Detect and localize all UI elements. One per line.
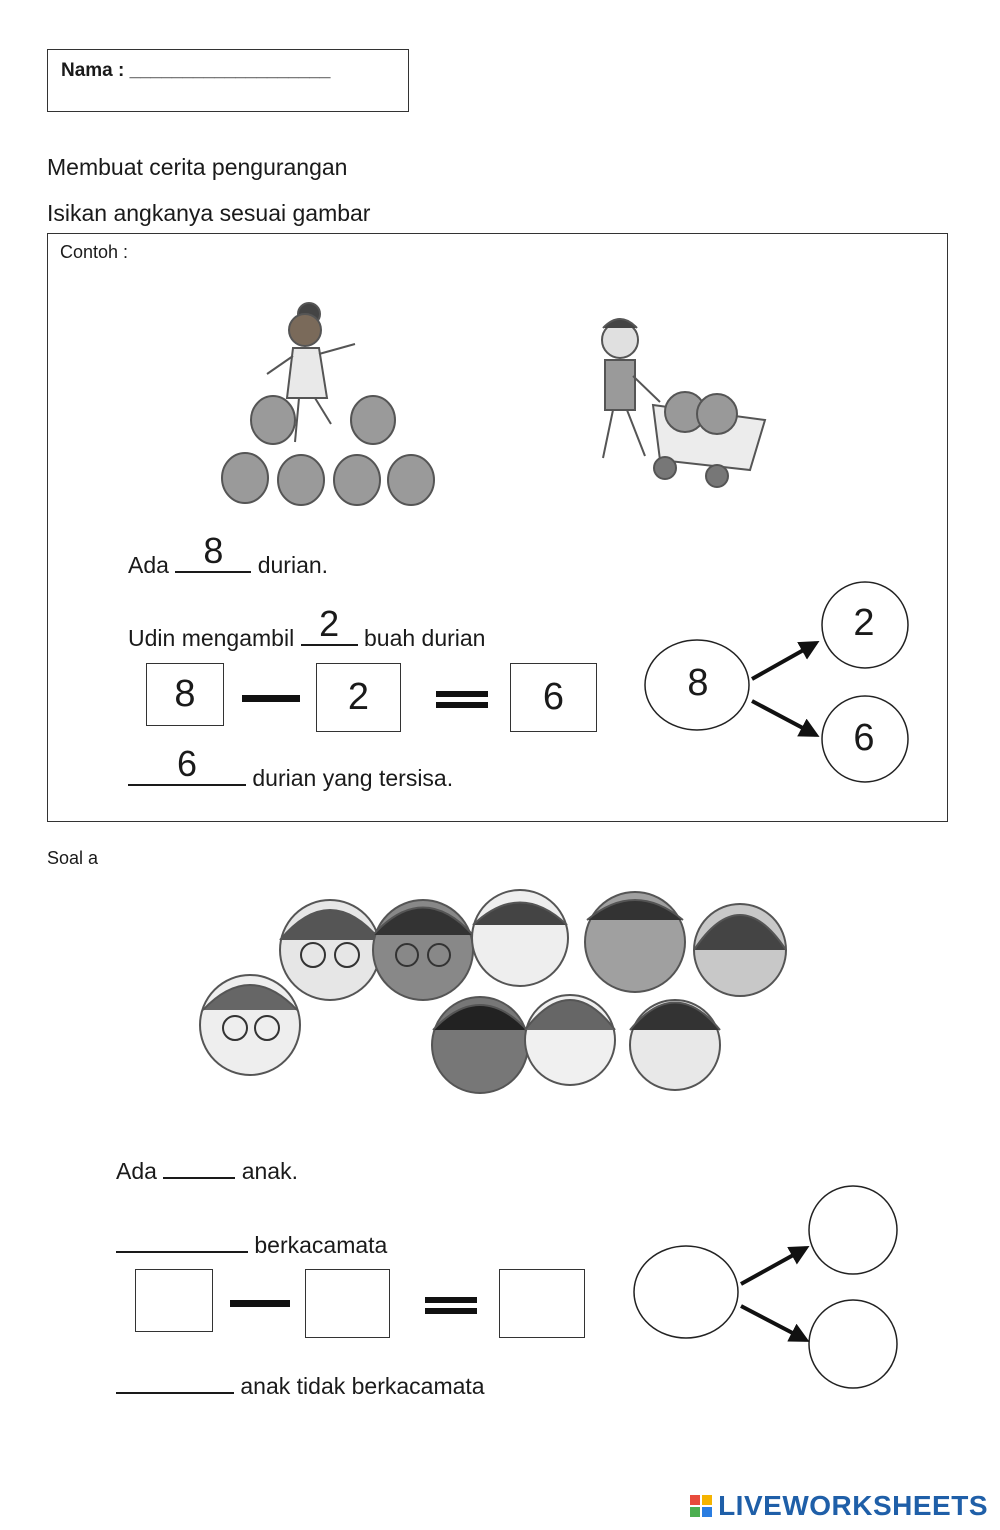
question-a-line-3-post: anak tidak berkacamata [234, 1373, 485, 1399]
example-eq-box-b: 2 [316, 663, 401, 732]
liveworksheets-logo [690, 1490, 988, 1522]
example-line-2 [128, 603, 486, 652]
bond-arrow-down [752, 701, 816, 735]
question-a-blank-3[interactable] [116, 1370, 234, 1394]
bond-arrow-up [752, 643, 816, 679]
example-blank-2[interactable] [301, 603, 358, 646]
example-answer-1: 8 [203, 530, 224, 571]
children-group-illustration [195, 880, 800, 1115]
equals-sign-bottom [436, 702, 488, 708]
example-answer-2: 2 [319, 603, 340, 644]
bond-whole-value: 8 [687, 662, 709, 704]
logo-mark-icon [690, 1495, 712, 1517]
bond-part1-value: 2 [853, 602, 875, 644]
equals-sign-top [436, 691, 488, 697]
boy-cart-illustration [565, 310, 780, 500]
question-a-line-2 [116, 1229, 387, 1259]
question-bond-arrow-down [741, 1306, 806, 1340]
equals-sign-bottom [425, 1308, 477, 1314]
example-eq-box-result: 6 [510, 663, 597, 732]
example-label: Contoh : [60, 242, 129, 262]
example-blank-1[interactable] [175, 530, 251, 573]
name-label [61, 60, 330, 82]
question-bond-arrow-up [741, 1248, 806, 1284]
equals-sign-top [425, 1297, 477, 1303]
example-eq-box-a: 8 [146, 663, 224, 726]
example-line-2-pre: Udin mengambil [128, 625, 301, 651]
question-a-eq-box-result[interactable] [499, 1269, 585, 1338]
example-line-1-pre: Ada [128, 552, 176, 578]
example-line-2-post: buah durian [357, 625, 486, 651]
example-line-1-post: durian. [251, 552, 329, 578]
question-a-blank-2[interactable] [116, 1229, 248, 1253]
question-bond-whole-circle [634, 1246, 738, 1338]
example-line-3 [128, 743, 454, 792]
question-bond-part2-circle [809, 1300, 897, 1388]
example-answer-3: 6 [176, 743, 198, 784]
name-box [47, 49, 409, 112]
question-a-blank-1[interactable] [163, 1155, 235, 1179]
example-line-1 [128, 530, 329, 579]
example-blank-3[interactable] [128, 743, 246, 786]
question-a-label: Soal a [47, 848, 99, 868]
question-a-line-1-pre: Ada [116, 1158, 164, 1184]
example-line-3-post: durian yang tersisa. [246, 765, 454, 791]
bond-part2-value: 6 [853, 717, 875, 759]
worksheet-instruction: Isikan angkanya sesuai gambar [47, 200, 371, 226]
question-a-line-1-post: anak. [235, 1158, 298, 1184]
question-a-eq-box-a[interactable] [135, 1269, 213, 1332]
question-a-number-bond [628, 1180, 908, 1395]
question-a-line-3 [116, 1370, 485, 1400]
worksheet-title: Membuat cerita pengurangan [47, 154, 348, 180]
name-label-text: Nama : [61, 60, 130, 81]
brand-text: LIVEWORKSHEETS [718, 1490, 988, 1521]
question-a-eq-box-b[interactable] [305, 1269, 390, 1338]
minus-sign [230, 1300, 290, 1307]
minus-sign [242, 695, 300, 702]
question-a-line-1 [116, 1155, 298, 1185]
question-bond-part1-circle [809, 1186, 897, 1274]
girl-durian-illustration [215, 292, 440, 512]
name-underline[interactable]: ___________________ [129, 60, 331, 81]
question-a-line-2-post: berkacamata [248, 1232, 388, 1258]
